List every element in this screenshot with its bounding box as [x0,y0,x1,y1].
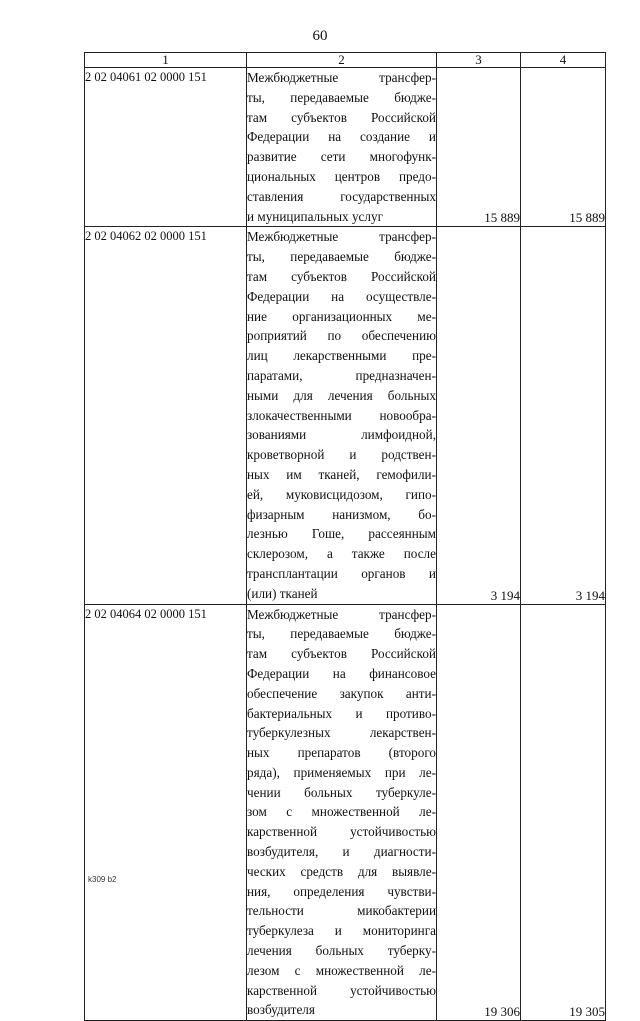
description-line: Межбюджетные трансфер- [247,606,436,622]
description-line: возбудителя, и диагности- [247,844,436,860]
row-value-col3: 15 889 [437,68,521,227]
header-col-1: 1 [85,53,247,68]
description-line: паратами, предназначен- [247,367,436,383]
description-line: кроветворной и родствен- [247,447,436,463]
description-line: там субъектов Российской [247,268,436,284]
description-line: ния, определения чувстви- [247,883,436,899]
description-line: циональных центров предо- [247,168,436,184]
description-line: и муниципальных услуг [247,208,383,224]
header-row [85,53,606,68]
page-number: 60 [312,28,328,44]
row-value-col4: 3 194 [521,227,606,604]
description-line: ты, передаваемые бюдже- [247,626,436,642]
row-code: 2 02 04062 02 0000 151 [85,227,247,604]
description-line: ей, муковисцидозом, гипо- [247,486,436,502]
description-line: Межбюджетные трансфер- [247,229,436,245]
description-line: ставления государственных [247,188,436,204]
description-line: чении больных туберкуле- [247,784,436,800]
table-row [85,68,606,227]
description-line: бактериальных и противо- [247,705,436,721]
description-line: злокачественными новообра- [247,407,436,423]
description-line: ты, передаваемые бюдже- [247,89,436,105]
header-col-4: 4 [521,53,606,68]
description-line: ческих средств для выявле- [247,863,436,879]
budget-table [84,52,606,1021]
description-line: там субъектов Российской [247,109,436,125]
description-line: лиц лекарственными пре- [247,348,436,364]
row-code: 2 02 04064 02 0000 151 [85,604,247,1021]
description-line: карственной устойчивостью [247,824,436,840]
description-line: туберкулеза и мониторинга [247,923,436,939]
description-line: развитие сети многофунк- [247,149,436,165]
description-line: зом с множественной ле- [247,804,436,820]
header-col-2: 2 [247,53,437,68]
description-line: туберкулезных лекарствен- [247,725,436,741]
description-line: Федерации на создание и [247,129,436,145]
description-line: лечения больных туберку- [247,943,436,959]
description-line: ных препаратов (второго [247,745,436,761]
description-line: Федерации на финансовое [247,665,436,681]
description-line: обеспечение закупок анти- [247,685,436,701]
description-line: ных им тканей, гемофили- [247,466,436,482]
description-line: лезом с множественной ле- [247,962,436,978]
header-col-3: 3 [437,53,521,68]
description-line: роприятий по обеспечению [247,328,436,344]
row-value-col4: 19 305 [521,604,606,1021]
row-value-col4: 15 889 [521,68,606,227]
description-line: склерозом, а также после [247,546,436,562]
description-line: возбудителя [247,1002,315,1018]
table-body [85,68,606,1021]
description-line: зованиями лимфоидной, [247,427,436,443]
row-code: 2 02 04061 02 0000 151 [85,68,247,227]
row-value-col3: 19 306 [437,604,521,1021]
table-row [85,604,606,1021]
row-description [247,604,437,1021]
description-line: лезнью Гоше, рассеянным [247,526,436,542]
description-line: Межбюджетные трансфер- [247,70,436,85]
description-line: Федерации на осуществле- [247,288,436,304]
description-line: ние организационных ме- [247,308,436,324]
description-line: ными для лечения больных [247,387,436,403]
description-line: ты, передаваемые бюдже- [247,249,436,265]
row-description [247,68,437,227]
row-description [247,227,437,604]
description-line: тельности микобактерии [247,903,436,919]
description-line: ряда), применяемых при ле- [247,764,436,780]
row-value-col3: 3 194 [437,227,521,604]
description-line: карственной устойчивостью [247,982,436,998]
table-row [85,227,606,604]
description-line: (или) тканей [247,585,318,601]
description-line: там субъектов Российской [247,646,436,662]
description-line: трансплантации органов и [247,565,436,581]
description-line: физарным нанизмом, бо- [247,506,436,522]
footer-note: k309 b2 [88,875,117,884]
